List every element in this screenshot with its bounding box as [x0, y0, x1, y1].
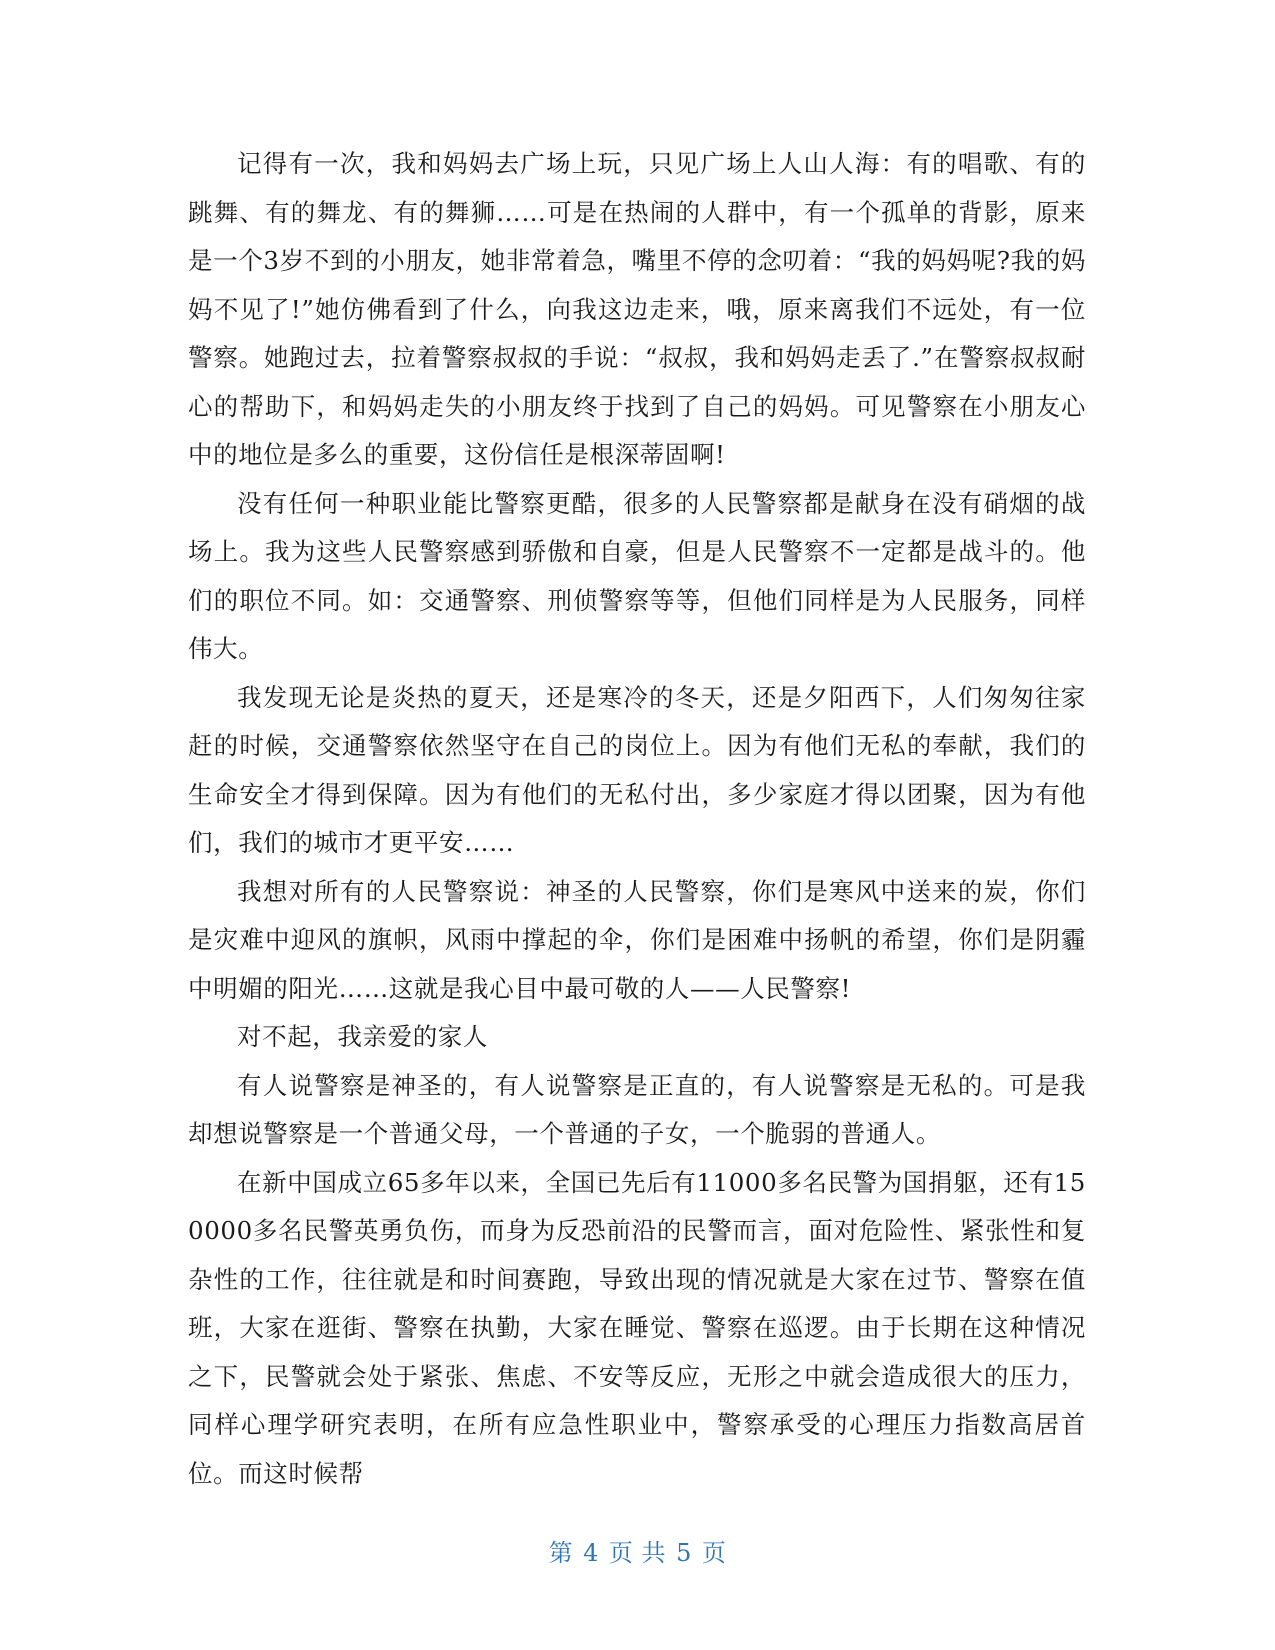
- paragraph-police-ordinary-people: 有人说警察是神圣的，有人说警察是正直的，有人说警察是无私的。可是我却想说警察是一个普通父母，一个普通的子女，一个脆弱的普通人。: [188, 1070, 1086, 1148]
- document-body: [188, 140, 1086, 1498]
- footer-suffix: 页: [701, 1539, 727, 1567]
- footer-page-number: 4: [583, 1539, 599, 1567]
- paragraph-traffic-police: 我发现无论是炎热的夏天，还是寒冷的冬天，还是夕阳西下，人们匆匆往家赶的时候，交通警察依然坚守在自己的岗位上。因为有他们无私的奉献，我们的生命安全才得到保障。因为有他们的无私付出，多少家庭才得以团聚，因为有他们，我们的城市才更平安……: [188, 682, 1086, 857]
- paragraph-police-statistics: 在新中国成立65多年以来，全国已先后有11000多名民警为国捐躯，还有150000多名民警英勇负伤，而身为反恐前沿的民警而言，面对危险性、紧张性和复杂性的工作，往往就是和时间赛跑，导致出现的情况就是大家在过节、警察在值班，大家在逛街、警察在执勤，大家在睡觉、警察在巡逻。由于长期在这种情况之下，民警就会处于紧张、焦虑、不安等反应，无形之中就会造成很大的压力，同样心理学研究表明，在所有应急性职业中，警察承受的心理压力指数高居首位。而这时候帮: [188, 1167, 1086, 1488]
- paragraph-police-cool-profession: 没有任何一种职业能比警察更酷，很多的人民警察都是献身在没有硝烟的战场上。我为这些人民警察感到骄傲和自豪，但是人民警察不一定都是战斗的。他们的职位不同。如：交通警察、刑侦警察等等，但他们同样是为人民服务，同样伟大。: [188, 488, 1086, 663]
- paragraph-tribute: 我想对所有的人民警察说：神圣的人民警察，你们是寒风中送来的炭，你们是灾难中迎风的旗帜，风雨中撑起的伞，你们是困难中扬帆的希望，你们是阴霾中明媚的阳光……这就是我心目中最可敬的人——人民警察!: [188, 876, 1086, 1003]
- footer-prefix: 第: [548, 1539, 574, 1567]
- page-footer: [0, 1533, 1275, 1568]
- footer-middle: 页 共: [608, 1539, 667, 1567]
- footer-total-pages: 5: [676, 1539, 692, 1567]
- paragraph-lost-child-story: 记得有一次，我和妈妈去广场上玩，只见广场上人山人海：有的唱歌、有的跳舞、有的舞龙、有的舞狮……可是在热闹的人群中，有一个孤单的背影，原来是一个3岁不到的小朋友，她非常着急，嘴里不停的念叨着：“我的妈妈呢?我的妈妈不见了!”她仿佛看到了什么，向我这边走来，哦，原来离我们不远处，有一位警察。她跑过去，拉着警察叔叔的手说：“叔叔，我和妈妈走丢了.”在警察叔叔耐心的帮助下，和妈妈走失的小朋友终于找到了自己的妈妈。可见警察在小朋友心中的地位是多么的重要，这份信任是根深蒂固啊!: [188, 149, 1086, 469]
- section-heading: 对不起，我亲爱的家人: [237, 1022, 488, 1051]
